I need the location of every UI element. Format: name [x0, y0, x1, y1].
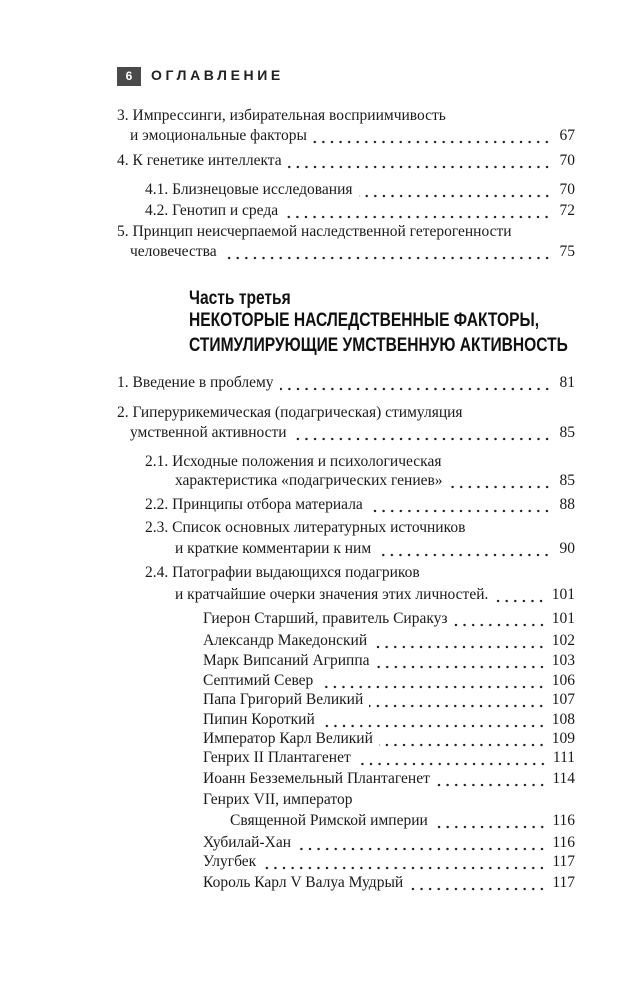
toc-entry-title: Александр Македонский [203, 632, 368, 649]
toc-entry-line [145, 518, 465, 538]
toc-entry [203, 729, 575, 749]
toc-entry [203, 651, 575, 671]
toc-entry-title: Улугбек [203, 853, 257, 870]
toc-entry-title: Папа Григорий Великий [203, 691, 364, 708]
toc-entry [175, 585, 575, 605]
toc-page-number: 88 [559, 496, 575, 513]
toc-page-number: 117 [552, 853, 575, 870]
toc-entry-line [117, 403, 463, 423]
toc-entry-title: 3. Импрессинги, избирательная восприимчивость [117, 107, 446, 124]
toc-entry-title: 2. Гиперурикемическая (подагрическая) стимуляция [117, 404, 463, 421]
toc-entry-title: 2.4. Патографии выдающихся подагриков [145, 564, 420, 581]
dot-leader [359, 180, 552, 200]
toc-entry-title: умственной активности [130, 424, 287, 441]
toc-page-number: 117 [552, 874, 575, 891]
dot-leader [379, 729, 546, 749]
dot-leader [280, 373, 551, 393]
toc-page-number: 101 [551, 610, 575, 627]
toc-page-number: 109 [551, 730, 575, 747]
toc-page-number: 103 [551, 652, 575, 669]
toc-entry-title: 1. Введение в проблему [117, 374, 274, 391]
page-number: 6 [125, 69, 133, 83]
toc-entry [203, 873, 575, 893]
dot-leader [434, 811, 547, 831]
dot-leader [284, 201, 551, 221]
toc-entry [175, 539, 575, 559]
dot-leader [369, 690, 545, 710]
toc-page-number: 116 [552, 834, 575, 851]
dot-leader [449, 471, 551, 491]
toc-entry-title: и краткие комментарии к ним [175, 540, 372, 557]
toc-entry [203, 710, 575, 730]
toc-page-number: 108 [551, 711, 575, 728]
toc-page-number: 72 [559, 202, 575, 219]
toc-entry-title: человечества [130, 243, 217, 260]
dot-leader [357, 748, 547, 768]
toc-entry-title: Генрих II Плантагенет [203, 749, 351, 766]
toc-entry [203, 631, 575, 651]
dot-leader [223, 242, 551, 262]
toc-entry-title: Священной Римской империи [230, 812, 428, 829]
toc-entry [203, 833, 575, 853]
toc-entry [175, 471, 575, 491]
part-label: Часть третья [189, 288, 291, 309]
toc-entry-title: 5. Принцип неисчерпаемой наследственной гетерогенности [117, 223, 512, 240]
dot-leader [369, 495, 551, 515]
toc-entry [203, 671, 575, 691]
toc-page-number: 85 [559, 472, 575, 489]
dot-leader [297, 833, 546, 853]
toc-page-number: 114 [552, 770, 575, 787]
dot-leader [376, 651, 546, 671]
toc-page-number: 70 [559, 181, 575, 198]
toc-entry-title: 2.2. Принципы отбора материала [145, 496, 363, 513]
toc-entry [203, 609, 575, 629]
dot-leader [319, 671, 545, 691]
toc-entry-line [117, 222, 512, 242]
dot-leader [436, 769, 546, 789]
toc-entry [230, 811, 575, 831]
toc-entry [203, 852, 575, 872]
toc-entry-title: Генрих VII, император [203, 791, 353, 808]
toc-entry-title: Хубилай-Хан [203, 834, 291, 851]
toc-page-number: 111 [552, 749, 575, 766]
toc-page-number: 107 [551, 691, 575, 708]
toc-entry-title: и эмоциональные факторы [130, 127, 307, 144]
toc-entry-title: 4.1. Близнецовые исследования [145, 181, 353, 198]
dot-leader [293, 423, 551, 443]
toc-entry-line [117, 106, 446, 126]
toc-page-number: 116 [552, 812, 575, 829]
toc-entry [145, 201, 575, 221]
dot-leader [321, 710, 546, 730]
dot-leader [313, 126, 551, 146]
toc-entry-title: Король Карл V Валуа Мудрый [203, 874, 404, 891]
toc-page-number: 102 [551, 632, 575, 649]
toc-page-number: 67 [559, 127, 575, 144]
toc-entry-title: Гиерон Старший, правитель Сиракуз [203, 610, 448, 627]
toc-entry-title: 4. К генетике интеллекта [117, 152, 282, 169]
toc-entry-line [145, 563, 420, 583]
dot-leader [454, 609, 546, 629]
toc-page-number: 106 [551, 672, 575, 689]
toc-entry-title: Пипин Короткий [203, 711, 315, 728]
dot-leader [373, 631, 546, 651]
toc-entry [117, 151, 575, 171]
toc-entry-line [145, 452, 441, 472]
toc-entry [203, 748, 575, 768]
toc-entry-title: Император Карл Великий [203, 730, 373, 747]
part-title-line-2: СТИМУЛИРУЮЩИЕ УМСТВЕННУЮ АКТИВНОСТЬ [189, 335, 568, 356]
toc-entry-title: Марк Випсаний Агриппа [203, 652, 370, 669]
toc-entry-title: 4.2. Генотип и среда [145, 202, 279, 219]
dot-leader [288, 151, 551, 171]
toc-entry [203, 769, 575, 789]
toc-entry-title: Иоанн Безземельный Плантагенет [203, 770, 430, 787]
page-number-badge [117, 67, 141, 86]
toc-entry [145, 180, 575, 200]
toc-page-number: 75 [559, 243, 575, 260]
dot-leader [377, 539, 551, 559]
running-header-title: ОГЛАВЛЕНИЕ [151, 67, 284, 83]
toc-entry-title: 2.1. Исходные положения и психологическая [145, 453, 442, 470]
toc-page-number: 81 [559, 374, 575, 391]
toc-entry-title: характеристика «подагрических гениев» [175, 472, 443, 489]
toc-page-number: 101 [551, 586, 575, 603]
toc-entry [145, 495, 575, 515]
toc-page-number: 90 [559, 540, 575, 557]
toc-entry-title: Септимий Север [203, 672, 314, 689]
toc-entry [130, 242, 575, 262]
toc-entry [203, 690, 575, 710]
toc-entry [130, 423, 575, 443]
part-title-line-1: НЕКОТОРЫЕ НАСЛЕДСТВЕННЫЕ ФАКТОРЫ, [189, 310, 540, 331]
toc-entry-line [203, 790, 352, 810]
toc-page-number: 85 [559, 424, 575, 441]
toc-page-number: 70 [559, 152, 575, 169]
toc-entry [130, 126, 575, 146]
toc-entry [117, 373, 575, 393]
dot-leader [409, 873, 546, 893]
toc-entry-title: 2.3. Список основных литературных источников [145, 519, 466, 536]
toc-entry-title: и кратчайшие очерки значения этих личностей. [175, 586, 489, 603]
dot-leader [262, 852, 546, 872]
dot-leader [494, 585, 545, 605]
